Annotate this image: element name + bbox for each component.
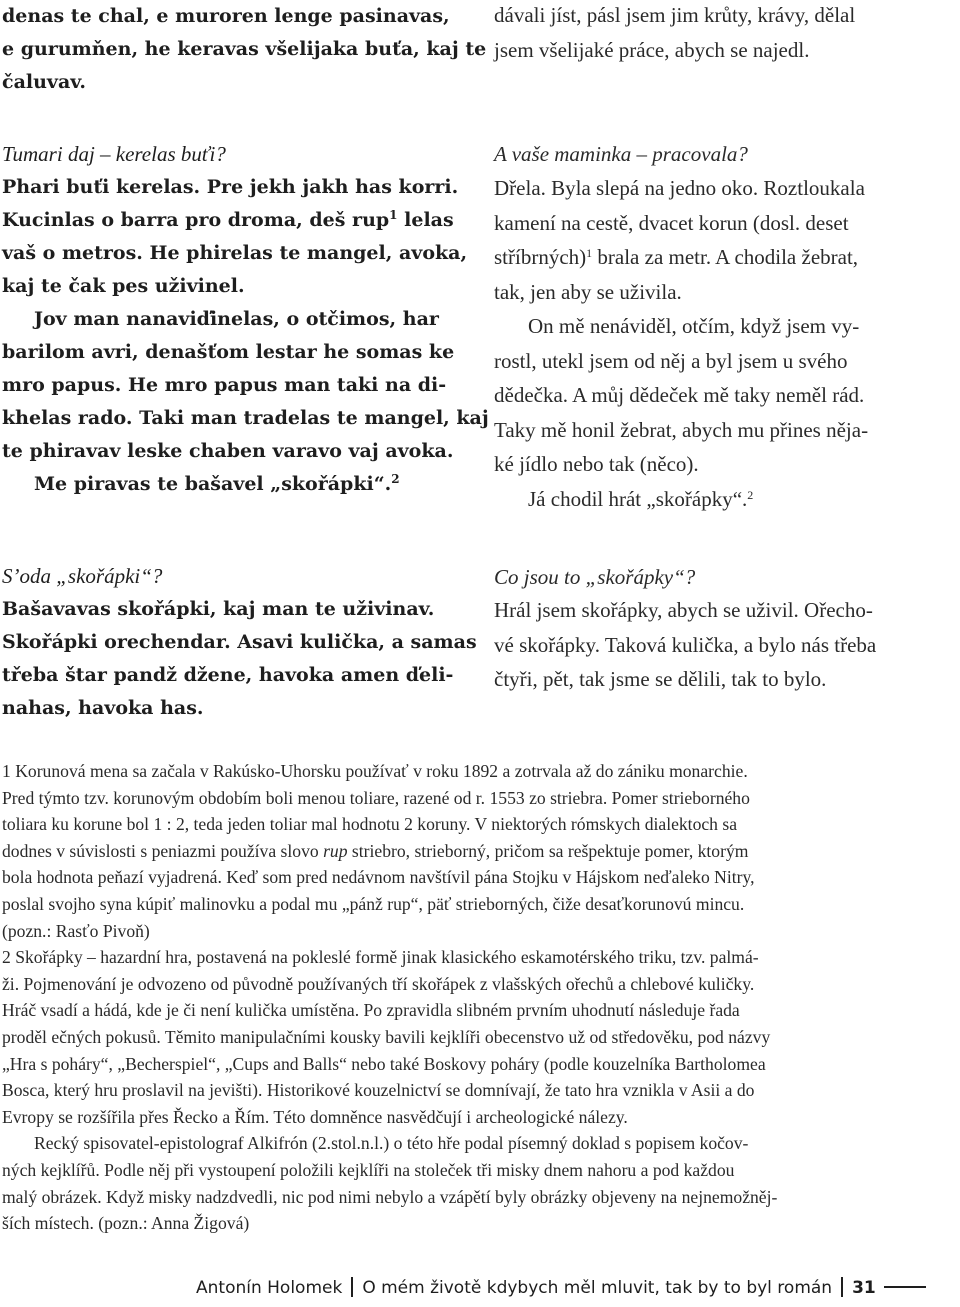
text-line: Hrál jsem skořápky, abych se uživil. Ořecho- [494,598,873,622]
footnote-ref-2: 2 [391,472,400,486]
text-line: kamení na cestě, dvacet korun (dosl. deset [494,210,849,235]
text-fragment: lelas [397,209,454,231]
question-line: S’oda „skořápki“? [2,564,163,588]
footnote-line: proděl ečných pokusů. Těmito manipulačními kousky bavili kejklíři obecenstvo už od středověku, pod názvy [2,1026,771,1047]
text-line: Bašavavas skořápki, kaj man te uživinav. [2,598,435,620]
text-line: te phiravav leske chaben varavo vaj avoka. [2,440,454,462]
question-line: Co jsou to „skořápky“? [494,565,696,589]
text-line: jsem všelijaké práce, abych se najedl. [494,37,810,62]
footer-separator [841,1277,843,1297]
footnote-line: ších místech. (pozn.: Anna Žigová) [2,1213,250,1234]
footnote-line: Hráč vsadí a hádá, kde je či není kulička umístěna. Po zpravidla slibném prvním uhodnutí následuje řada [2,1000,740,1021]
footnote-line: (pozn.: Rasťo Pivoň) [2,920,150,941]
question-line: Tumari daj – kerelas buťi? [2,142,226,166]
text-line [2,468,466,501]
question-line: A vaše maminka – pracovala? [494,142,748,166]
footnote-line: bola hodnota peňazí vyjadrená. Keď som pred nedávnom navštívil pána Stojku v Hájskom neďaleko Nitry, [2,867,755,888]
czech-answer-1 [494,171,956,516]
text-line: Skořápki orechendar. Asavi kulička, a samas [2,631,477,653]
footnote-1 [2,758,956,944]
footnote-line: Recký spisovatel-epistolograf Alkifrón (2.stol.n.l.) o této hře podal písemný doklad s popisem kočov- [34,1133,749,1154]
footnote-ref-2: 2 [747,487,754,502]
romani-answer-2 [2,593,477,725]
text-line: denas te chal, e muroren lenge pasinavas, [2,5,450,27]
footnote-line: „Hra s poháry“, „Becherspiel“, „Cups and Balls“ nebo také Boskovy poháry (podle kouzelníka Bartholomea [2,1053,766,1074]
text-line: vaš o metros. He phirelas te mangel, avoka, [2,242,468,264]
footnotes [2,758,956,1237]
footnote-line: Evropy se rozšířila přes Řecko a Řím. Této domněnce nasvědčují i archeologické nálezy. [2,1106,628,1127]
text-fragment: brala za metr. A chodila žebrat, [592,245,859,269]
footnote-line: ných kejklířů. Podle něj při vystoupení položili kejklíři na stoleček tři misky dnem nahoru a pod každou [2,1159,735,1180]
text-line: On mě nenáviděl, otčím, když jsem vy- [528,314,860,338]
footer-author: Antonín Holomek [196,1278,343,1298]
text-line: ké jídlo nebo tak (něco). [494,452,699,476]
romani-answer-1 [2,171,489,501]
text-line: Dřela. Byla slepá na jedno oko. Roztloukala [494,176,865,200]
footnote-line: ži. Pojmenování je odvozeno od původně používaných tří skořápek z vlašských ořechů a chlebové kuličky. [2,973,755,994]
text-line: třeba štar pandž džene, havoka amen ďeli- [2,664,454,686]
footnote-line [2,838,956,865]
text-line: e gurumňen, he keravas všelijaka buťa, kaj te [2,38,487,60]
rup-word: rup [323,840,348,861]
romani-intro-paragraph [2,0,487,99]
text-line: Taky mě honil žebrat, abych mu přines něja- [494,417,869,442]
footnote-line: 2 Skořápky – hazardní hra, postavená na pokleslé formě jinak klasického eskamotérského triku, tzv. palmá- [2,947,759,968]
text-line: Jov man nanaviďinelas, o otčimos, har [34,308,439,330]
romani-question-2 [2,560,466,593]
text-fragment: Me piravas te bašavel „skořápki“. [34,473,392,495]
romani-question-1 [2,138,466,171]
text-line: dávali jíst, pásl jsem jim krůty, krávy, dělal [494,3,856,27]
footer-separator [351,1277,353,1297]
text-fragment: striebro, strieborný, pričom sa rešpektuje pomer, ktorým [347,840,749,861]
text-fragment: stříbrných) [494,245,587,269]
text-line: čtyři, pět, tak jsme se dělili, tak to bylo. [494,667,827,691]
text-line: tak, jen aby se uživila. [494,279,682,304]
footnote-line: toliara ku korune bol 1 : 2, teda jeden toliar mal hodnotu 2 koruny. V niektorých rómskych dialektoch sa [2,814,738,835]
text-line: Phari buťi kerelas. Pre jekh jakh has korri. [2,176,459,198]
text-fragment: Kucinlas o barra pro droma, deš rup [2,209,390,231]
text-line: dědečka. A můj dědeček mě taky neměl rád. [494,383,865,407]
footer-book-title: O mém životě kdybych měl mluvit, tak by to byl román [362,1278,833,1298]
footnote-line: 1 Korunová mena sa začala v Rakúsko-Uhorsku používať v roku 1892 a zotrvala až do zániku monarchie. [2,761,748,781]
czech-question-2 [494,560,956,595]
text-line: mro papus. He mro papus man taki na di- [2,374,447,396]
text-line: khelas rado. Taki man tradelas te mangel, kaj [2,407,489,429]
text-line [494,240,956,275]
text-line: kaj te čak pes uživinel. [2,275,245,297]
text-line: čaluvav. [2,71,87,93]
footnote-2 [2,944,956,1237]
text-line: rostl, utekl jsem od něj a byl jsem u svého [494,348,848,373]
text-fragment: dodnes v súvislosti s peniazmi používa slovo [2,840,324,861]
text-line: nahas, havoka has. [2,697,204,719]
footnote-line: poslal svojho syna kúpiť malinovku a podal mu „pánž rup“, päť strieborných, čiže desaťkorunovú mincu. [2,893,745,914]
running-footer [196,1276,956,1300]
footnote-line: malý obrázek. Když misky nadzdvedli, nic pod nimi nebylo a vzápětí byly obrázky objeveny na nejnemožněj- [2,1186,778,1207]
text-line [2,204,466,237]
text-line: barilom avri, denašťom lestar he somas ke [2,341,455,363]
footnote-ref-1: 1 [586,246,593,260]
footnote-line: Bosca, který hru proslavil na jevišti). Historikové kouzelnictví se domnívají, že tato hra vznikla v Asii a do [2,1080,755,1101]
text-fragment: Já chodil hrát „skořápky“. [528,486,748,511]
czech-answer-2 [494,593,956,697]
text-line: vé skořápky. Taková kulička, a bylo nás třeba [494,632,877,657]
text-line [494,482,956,517]
footnote-line: Pred týmto tzv. korunovým obdobím boli menou toliare, razené od r. 1553 zo striebra. Pomer strieborného [2,787,750,808]
footnote-ref-1: 1 [389,208,398,222]
page-number: 31 [852,1278,876,1298]
footer-rule [884,1286,926,1288]
czech-question-1 [494,137,956,172]
czech-intro-paragraph [494,0,956,67]
